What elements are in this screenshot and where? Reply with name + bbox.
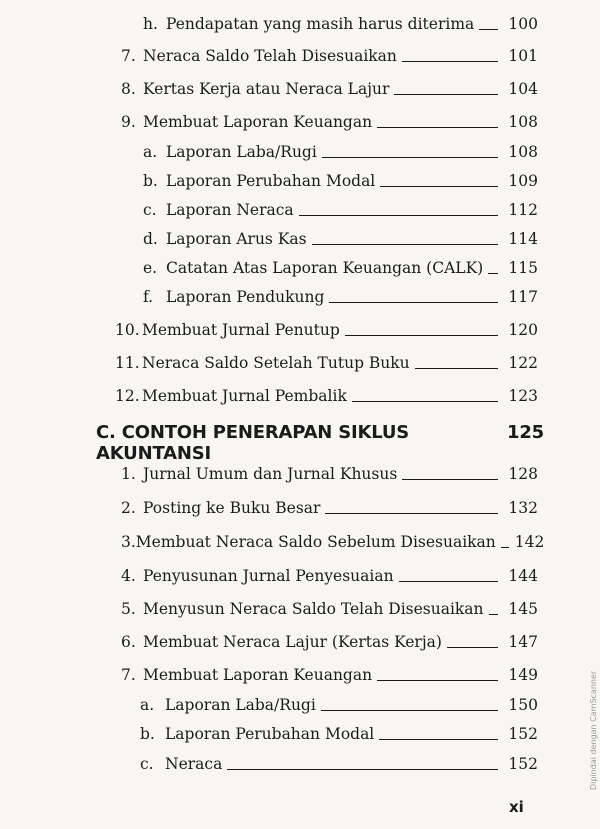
section-title: C. CONTOH PENERAPAN SIKLUS AKUNTANSI: [96, 422, 410, 464]
entry-number: 8.: [121, 80, 136, 98]
dot-leader: [479, 29, 498, 30]
toc-entry: [121, 526, 545, 552]
toc-entry: [140, 718, 538, 744]
entry-title: Catatan Atas Laporan Keuangan (CALK): [166, 259, 484, 277]
entry-title: Kertas Kerja atau Neraca Lajur: [143, 80, 390, 98]
entry-title: Jurnal Umum dan Jurnal Khusus: [143, 465, 398, 483]
entry-title: Membuat Jurnal Pembalik: [142, 387, 347, 405]
entry-page: 104: [508, 80, 538, 98]
entry-title: Laporan Laba/Rugi: [165, 696, 316, 714]
entry-page: 152: [508, 725, 538, 743]
entry-title: Laporan Laba/Rugi: [166, 143, 317, 161]
entry-page: 128: [508, 465, 538, 483]
toc-entry: [121, 492, 538, 518]
entry-page: 101: [508, 47, 538, 65]
entry-page: 150: [508, 696, 538, 714]
entry-title: Menyusun Neraca Saldo Telah Disesuaikan: [143, 600, 484, 618]
entry-number: 2.: [121, 499, 136, 517]
toc-entry: [121, 40, 538, 66]
entry-page: 108: [508, 143, 538, 161]
entry-title: Laporan Neraca: [166, 201, 294, 219]
entry-number: 9.: [121, 113, 136, 131]
entry-title: Membuat Laporan Keuangan: [143, 666, 373, 684]
entry-page: 144: [508, 567, 538, 585]
toc-entry: [140, 748, 538, 774]
dot-leader: [299, 215, 498, 216]
entry-page: 152: [508, 755, 538, 773]
entry-title: Laporan Perubahan Modal: [166, 172, 376, 190]
dot-leader: [489, 614, 498, 615]
entry-page: 108: [508, 113, 538, 131]
dot-leader: [227, 769, 498, 770]
toc-entry: [121, 73, 538, 99]
entry-number: 1.: [121, 465, 136, 483]
toc-entry: [121, 560, 538, 586]
toc-entry: [143, 165, 538, 191]
entry-title: Membuat Neraca Saldo Sebelum Disesuaikan: [135, 533, 496, 551]
page-number: xi: [509, 798, 524, 816]
entry-title: Laporan Perubahan Modal: [165, 725, 375, 743]
toc-entry: [121, 659, 538, 685]
entry-number: 11.: [115, 354, 140, 372]
entry-title: Neraca Saldo Setelah Tutup Buku: [142, 354, 410, 372]
entry-number: c.: [140, 755, 154, 773]
toc-entry: [121, 458, 538, 484]
toc-entry: [143, 223, 538, 249]
entry-number: e.: [143, 259, 158, 277]
entry-page: 132: [508, 499, 538, 517]
toc-entry: [143, 8, 538, 34]
entry-number: 7.: [121, 666, 136, 684]
entry-page: 123: [508, 387, 538, 405]
toc-entry: [143, 252, 538, 278]
entry-page: 145: [508, 600, 538, 618]
section-page: 125: [507, 422, 544, 443]
entry-title: Membuat Neraca Lajur (Kertas Kerja): [143, 633, 442, 651]
toc-entry: [143, 281, 538, 307]
toc-entry: [121, 593, 538, 619]
entry-page: 115: [508, 259, 538, 277]
entry-page: 149: [508, 666, 538, 684]
entry-page: 100: [508, 15, 538, 33]
entry-title: Neraca: [165, 755, 223, 773]
dot-leader: [329, 302, 498, 303]
dot-leader: [394, 94, 498, 95]
toc-entry: [121, 106, 538, 132]
dot-leader: [501, 547, 509, 548]
entry-title: Pendapatan yang masih harus diterima: [166, 15, 475, 33]
entry-number: f.: [143, 288, 154, 306]
toc-entry: [140, 689, 538, 715]
dot-leader: [380, 186, 498, 187]
entry-number: c.: [143, 201, 157, 219]
entry-page: 109: [508, 172, 538, 190]
entry-page: 120: [508, 321, 538, 339]
toc-entry: [143, 194, 538, 220]
dot-leader: [447, 647, 498, 648]
dot-leader: [402, 61, 498, 62]
dot-leader: [377, 127, 498, 128]
entry-page: 112: [508, 201, 538, 219]
entry-title: Posting ke Buku Besar: [143, 499, 321, 517]
entry-page: 142: [514, 533, 545, 551]
entry-number: b.: [140, 725, 155, 743]
entry-title: Membuat Laporan Keuangan: [143, 113, 373, 131]
dot-leader: [379, 739, 498, 740]
dot-leader: [415, 368, 498, 369]
entry-title: Membuat Jurnal Penutup: [142, 321, 340, 339]
entry-number: 7.: [121, 47, 136, 65]
toc-entry: [115, 380, 538, 406]
dot-leader: [345, 335, 498, 336]
dot-leader: [352, 401, 498, 402]
entry-title: Laporan Arus Kas: [166, 230, 307, 248]
toc-entry: [115, 347, 538, 373]
entry-number: a.: [143, 143, 158, 161]
entry-title: Laporan Pendukung: [166, 288, 325, 306]
scanner-watermark: Dipindai dengan CamScanner: [589, 670, 598, 790]
dot-leader: [322, 157, 498, 158]
entry-page: 117: [508, 288, 538, 306]
dot-leader: [488, 273, 498, 274]
entry-number: 3.: [121, 533, 136, 551]
entry-number: h.: [143, 15, 158, 33]
entry-title: Penyusunan Jurnal Penyesuaian: [143, 567, 394, 585]
dot-leader: [321, 710, 498, 711]
dot-leader: [312, 244, 498, 245]
entry-page: 122: [508, 354, 538, 372]
entry-number: 10.: [115, 321, 140, 339]
entry-number: 12.: [115, 387, 140, 405]
entry-number: b.: [143, 172, 158, 190]
dot-leader: [402, 479, 498, 480]
entry-number: 5.: [121, 600, 136, 618]
dot-leader: [377, 680, 498, 681]
toc-entry: [115, 314, 538, 340]
entry-number: a.: [140, 696, 155, 714]
entry-page: 114: [508, 230, 538, 248]
toc-entry: [121, 626, 538, 652]
dot-leader: [399, 581, 498, 582]
entry-page: 147: [508, 633, 538, 651]
entry-number: d.: [143, 230, 158, 248]
dot-leader: [325, 513, 498, 514]
toc-entry: [143, 136, 538, 162]
entry-number: 6.: [121, 633, 136, 651]
entry-number: 4.: [121, 567, 136, 585]
entry-title: Neraca Saldo Telah Disesuaikan: [143, 47, 397, 65]
